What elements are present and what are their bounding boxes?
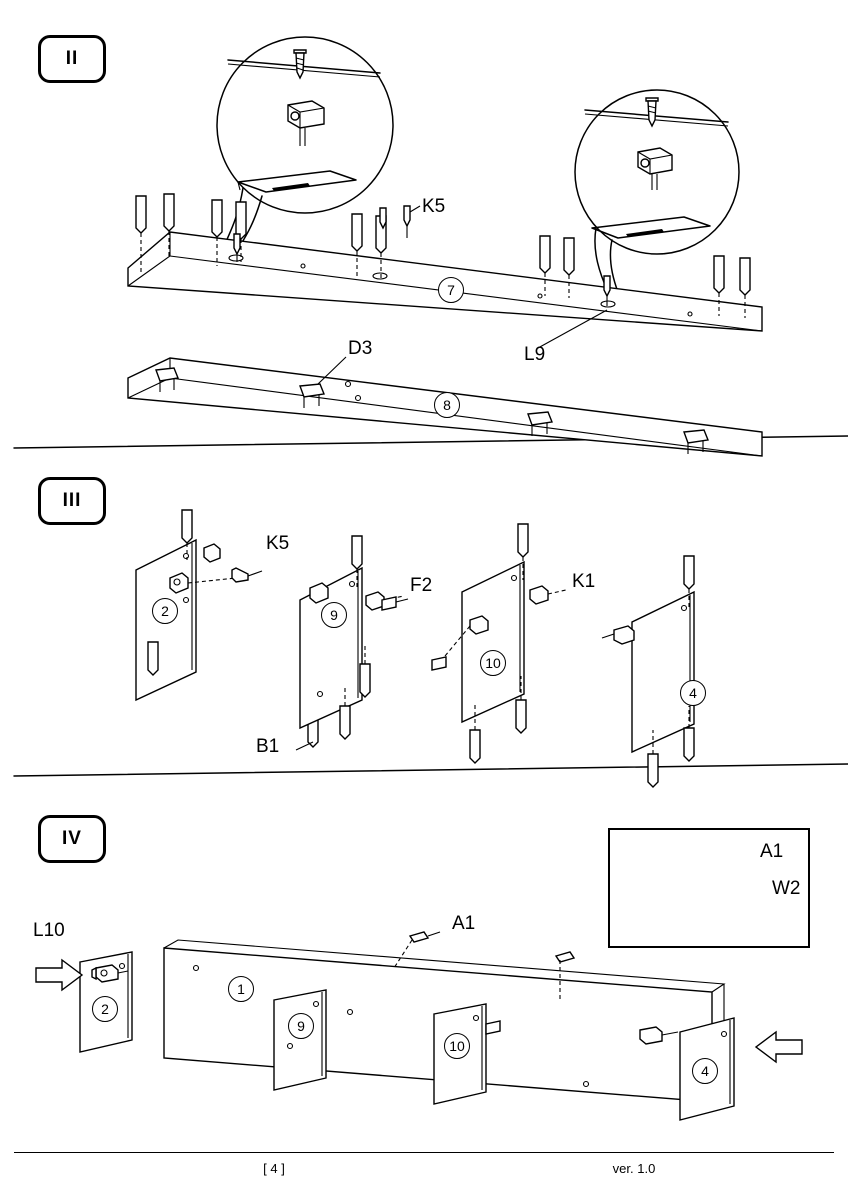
label-k5-step3: K5 — [266, 533, 290, 554]
part-number-4-step4: 4 — [692, 1058, 718, 1084]
part-number-7: 7 — [438, 277, 464, 303]
label-b1: B1 — [256, 736, 280, 757]
label-w2: W2 — [772, 878, 801, 899]
page-footer — [14, 1152, 834, 1187]
step-badge-3: III — [38, 477, 106, 525]
part-number-10-step4: 10 — [444, 1033, 470, 1059]
label-d3: D3 — [348, 338, 373, 359]
section-divider-2 — [14, 764, 848, 776]
k1-fitting — [432, 657, 446, 670]
step3-panels — [136, 510, 694, 787]
part-number-2-step4: 2 — [92, 996, 118, 1022]
callout-screw-left — [294, 50, 306, 78]
label-a1-inset: A1 — [760, 841, 784, 862]
a1-screw — [394, 932, 440, 968]
part-number-4-step3: 4 — [680, 680, 706, 706]
part-number-10-step3: 10 — [480, 650, 506, 676]
k5-bolt-step3 — [232, 568, 262, 582]
step-badge-4: IV — [38, 815, 106, 863]
callout-cam-block-right — [638, 148, 672, 174]
footer-version: ver. 1.0 — [612, 1161, 656, 1176]
label-a1-main: A1 — [452, 913, 476, 934]
step-badge-2: II — [38, 35, 106, 83]
label-k1: K1 — [572, 571, 596, 592]
callout-cam-block-left — [288, 101, 324, 128]
footer-page-number: [ 4 ] — [263, 1161, 285, 1176]
callout-screw-right — [646, 98, 658, 126]
f2-bolt — [382, 597, 408, 610]
part-number-1: 1 — [228, 976, 254, 1002]
label-k5-step2: K5 — [422, 196, 446, 217]
part-number-2-step3: 2 — [152, 598, 178, 624]
label-l10: L10 — [33, 920, 65, 941]
label-f2: F2 — [410, 575, 433, 596]
label-l9: L9 — [524, 344, 546, 365]
part-number-8: 8 — [434, 392, 460, 418]
part-number-9-step4: 9 — [288, 1013, 314, 1039]
part-number-9-step3: 9 — [321, 602, 347, 628]
